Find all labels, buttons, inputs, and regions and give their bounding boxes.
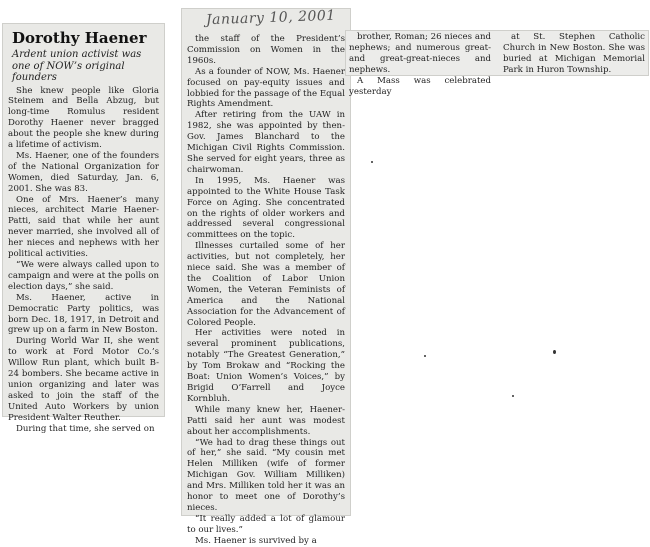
paragraph: “It really added a lot of glamour to our lives.”	[187, 513, 345, 535]
column-4	[503, 32, 645, 76]
paragraph: She knew people like Gloria Steinem and Bella Abzug, but long-time Romulus resident Dorothy Haener never bragged about the people she knew during a lifetime of activism.	[8, 85, 159, 151]
clipping-middle-column	[181, 8, 351, 546]
paragraph: at St. Stephen Catholic Church in New Boston. She was buried at Michigan Memorial Park in Huron Township.	[503, 32, 645, 75]
column-3	[349, 32, 491, 97]
scan-speck	[371, 161, 373, 163]
paragraph: A Mass was celebrated yesterday	[349, 75, 491, 97]
headline: Dorothy Haener	[12, 29, 147, 47]
paragraph: As a founder of NOW, Ms. Haener focused on pay-equity issues and lobbied for the passage of the Equal Rights Amendment.	[187, 66, 345, 110]
paragraph: Ms. Haener, one of the founders of the National Organization for Women, died Saturday, Jan. 6, 2001. She was 83.	[8, 150, 159, 194]
paragraph: In 1995, Ms. Haener was appointed to the White House Task Force on Aging. She concentrated on the rights of older workers and addressed several congressional committees on the topic.	[187, 175, 345, 241]
column-1	[2, 86, 165, 435]
paragraph: One of Mrs. Haener’s many nieces, architect Marie Haener-Patti, said that while her aunt never married, she involved all of her nieces and nephews with her political activities.	[8, 194, 159, 260]
paragraph: Illnesses curtailed some of her activities, but not completely, her niece said. She was a member of the Coalition of Labor Union Women, the Veteran Feminists of America and the National Association for the Advancement of Colored People.	[187, 241, 345, 328]
paragraph: Ms. Haener is survived by a	[195, 535, 317, 546]
paragraph: During that time, she served on	[16, 423, 155, 434]
paragraph: “We had to drag these things out of her,” she said. “My cousin met Helen Milliken (wife of former Michigan Gov. William Milliken) and Mrs. Milliken told her it was an honor to meet one of Dorothy’s nieces.	[187, 437, 345, 513]
handwritten-date: January 10, 2001	[205, 7, 336, 29]
paragraph: After retiring from the UAW in 1982, she was appointed by then-Gov. James Blanchard to the Michigan Civil Rights Commission. She served for eight years, three as chairwoman.	[187, 110, 345, 175]
paragraph: During World War II, she went to work at Ford Motor Co.’s Willow Run plant, which built B-24 bombers. She became active in union organizing and later was asked to join the staff of the United Auto Workers by union President Walter Reuther.	[8, 336, 159, 423]
paragraph: Her activities were noted in several prominent publications, notably “The Greatest Generation,” by Tom Brokaw and “Rocking the Boat: Union Women’s Voices,” by Brigid O’Farrell and Joyce Kornbluh.	[187, 328, 345, 404]
paragraph: the staff of the President’s Commission on Women in the 1960s.	[187, 34, 345, 66]
scan-speck	[553, 350, 556, 354]
paragraph: Ms. Haener, active in Democratic Party politics, was born Dec. 18, 1917, in Detroit and grew up on a farm in New Boston.	[8, 292, 159, 336]
deck-subheadline: Ardent union activist was one of NOW’s original founders	[12, 49, 142, 83]
paragraph: While many knew her, Haener-Patti said her aunt was modest about her accomplishments.	[187, 404, 345, 437]
paragraph: “We were always called upon to campaign and were at the polls on election days,” she said.	[8, 260, 159, 292]
scan-speck	[424, 355, 426, 357]
column-2	[181, 34, 351, 547]
clipping-continuation	[345, 30, 649, 97]
paragraph: brother, Roman; 26 nieces and nephews; and numerous great- and great-great-nieces and nephews.	[349, 32, 491, 75]
clipping-headline-column	[2, 23, 165, 434]
scan-speck	[512, 395, 514, 397]
